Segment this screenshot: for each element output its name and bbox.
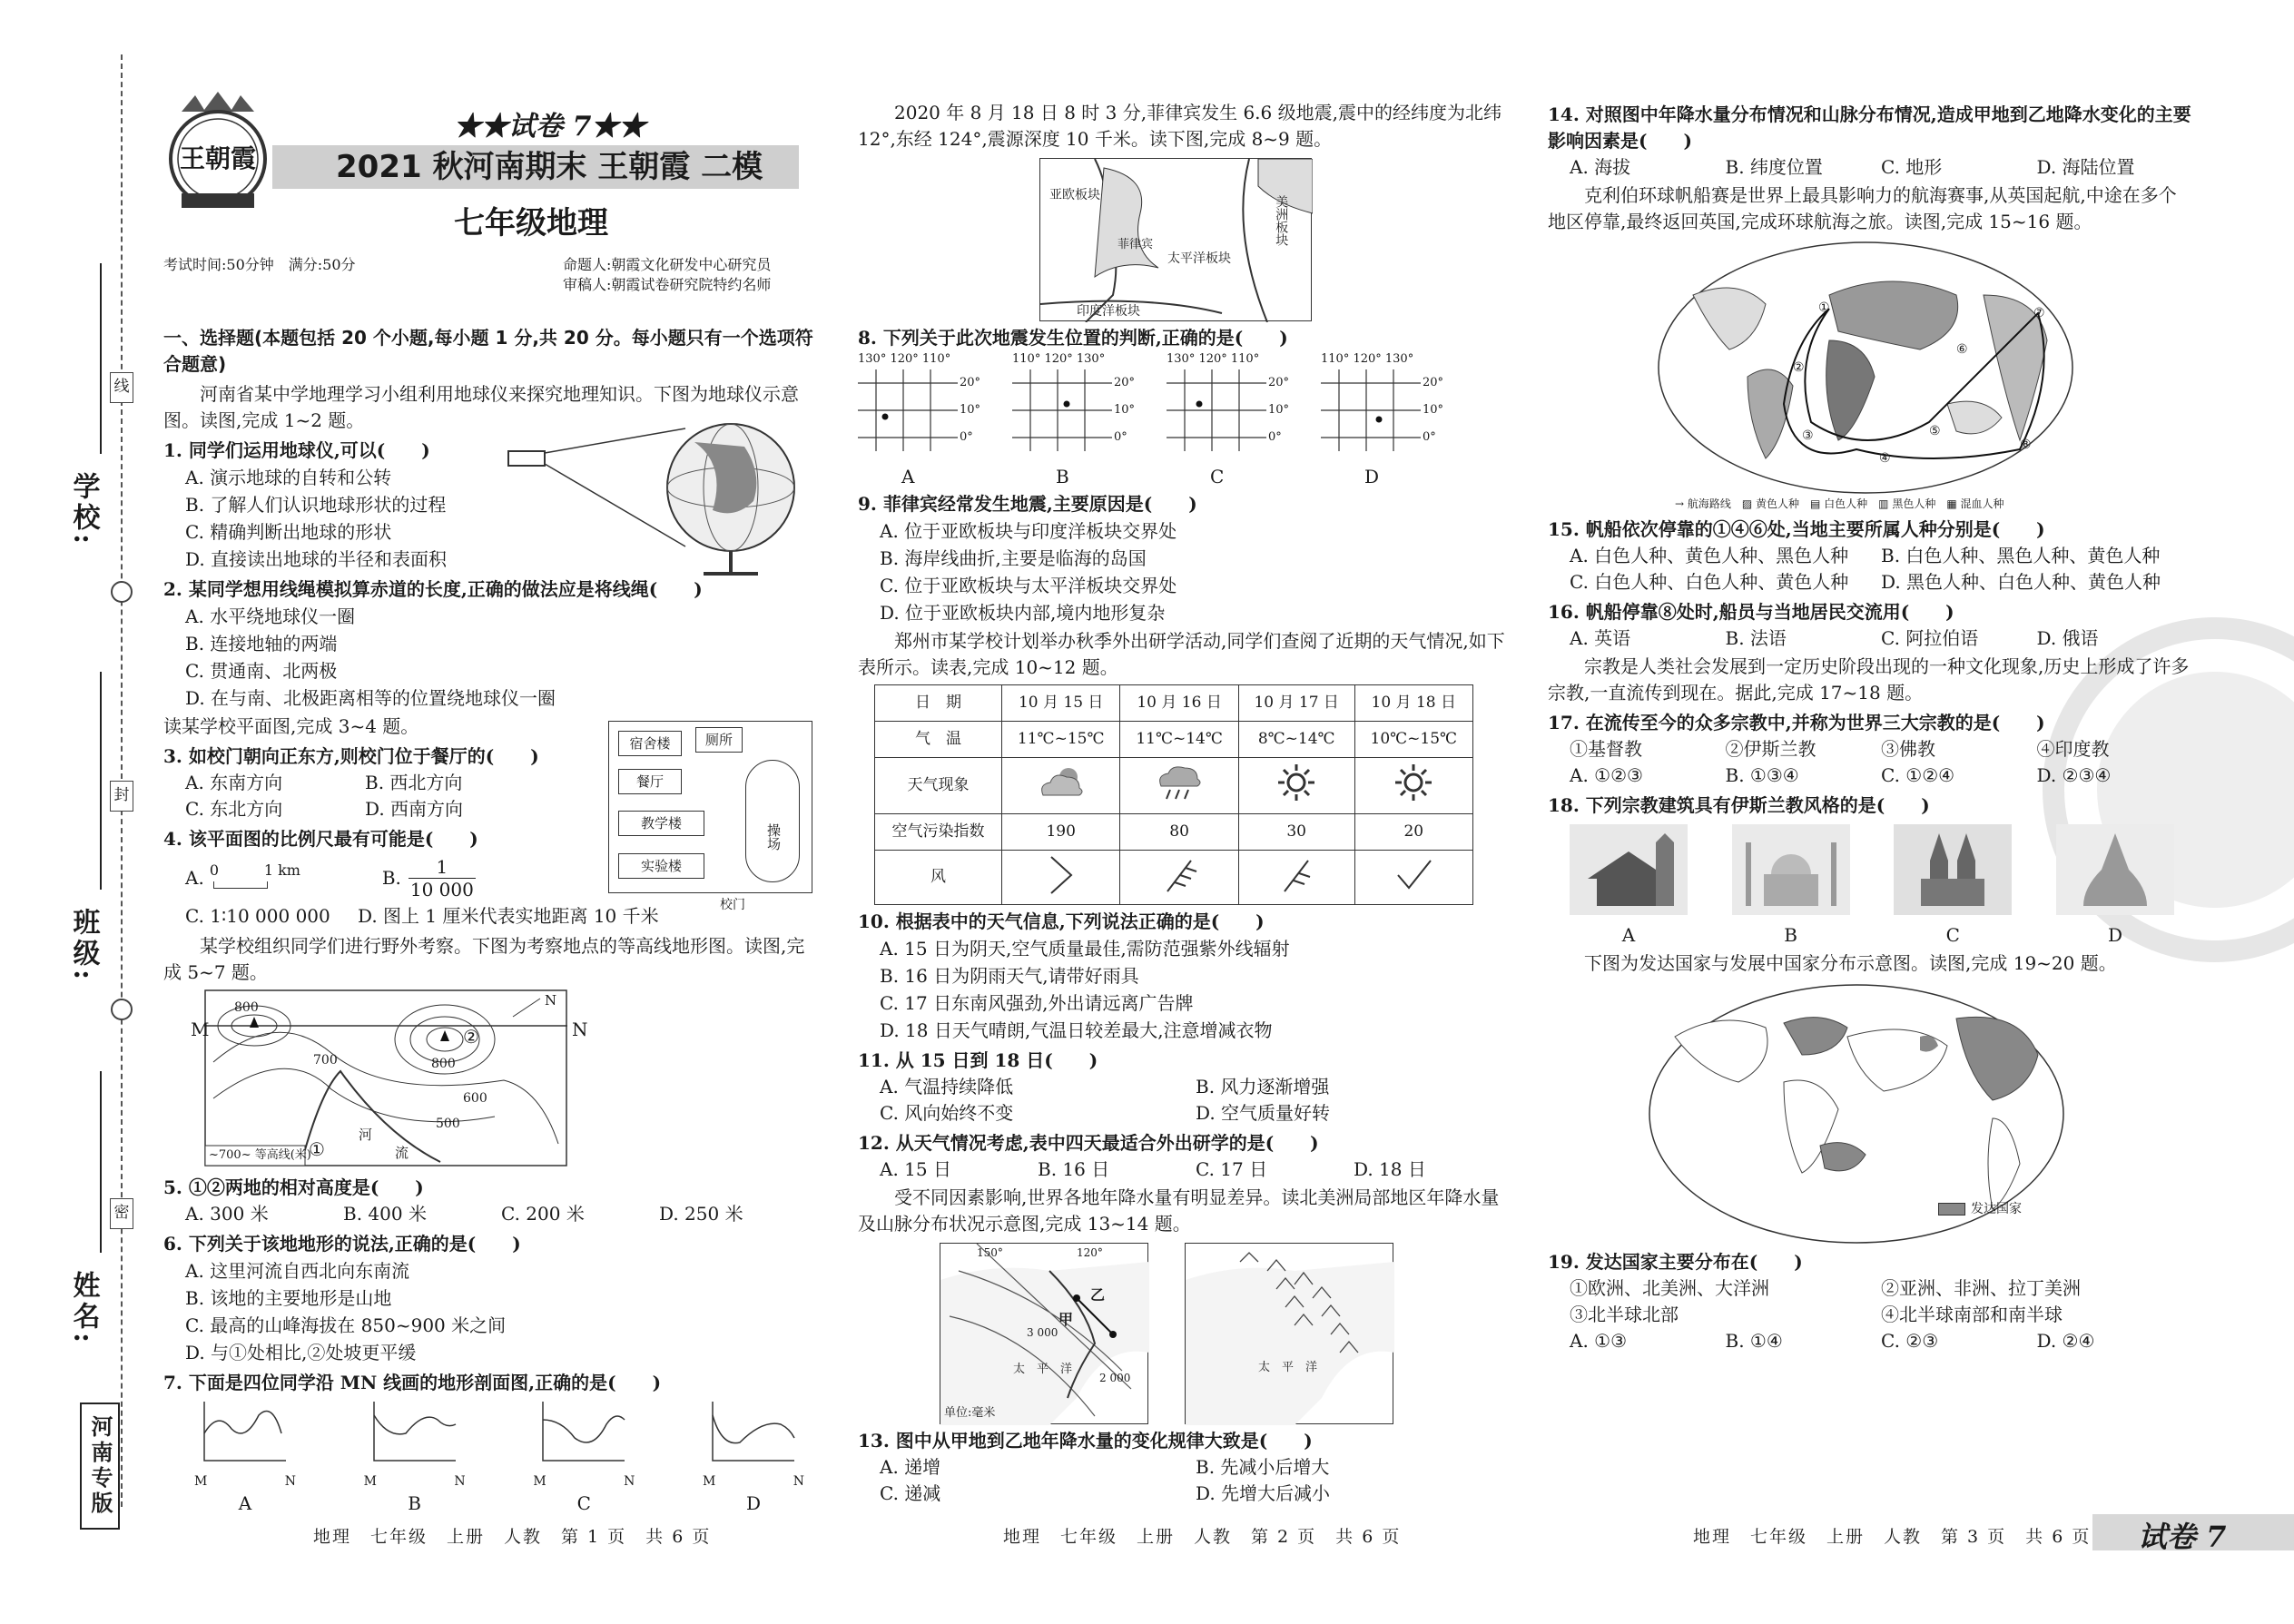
plate-map — [1039, 158, 1312, 321]
cloudy-icon — [1034, 764, 1088, 801]
question-10: 10. 根据表中的天气信息,下列说法正确的是( ) — [858, 910, 1265, 932]
na-pacific: 太 平 洋 — [1013, 1363, 1073, 1376]
page-footer-2: 地理 七年级 上册 人教 第 2 页 共 6 页 — [1003, 1527, 1402, 1547]
q2-option-d: D. 在与南、北极距离相等的位置绕地球仪一圈 — [185, 687, 556, 709]
question-12: 12. 从天气情况考虑,表中四天最适合外出研学的是( ) — [858, 1132, 1319, 1154]
q4-scale-zero: 0 — [209, 861, 219, 879]
grid-d — [1321, 351, 1457, 487]
na-3000: 3 000 — [1027, 1326, 1058, 1339]
q17-item-2: ②伊斯兰教 — [1725, 738, 1816, 760]
cell-aqi-3: 30 — [1238, 814, 1354, 851]
dev-legend-swatch — [1938, 1203, 1965, 1216]
q17-option-b: B. ①③④ — [1725, 764, 1799, 786]
q10-option-b: B. 16 日为阴雨天气,请带好雨具 — [880, 965, 1139, 987]
q14-option-c: C. 地形 — [1881, 156, 1943, 178]
cell-aqi-header: 空气污染指数 — [875, 814, 1002, 851]
question-13: 13. 图中从甲地到乙地年降水量的变化规律大致是( ) — [858, 1430, 1313, 1452]
globe-figure — [490, 410, 817, 583]
intro-q15-16: 克利伯环球帆船赛是世界上最具影响力的航海赛事,从英国起航,中途在多个地区停靠,最终返回英国,完成环球航海之旅。读图,完成 15~16 题。 — [1548, 184, 2177, 232]
q17-item-4: ④印度教 — [2036, 738, 2110, 760]
dev-legend — [1938, 1200, 2022, 1218]
cell-temp-3: 8℃~14℃ — [1238, 722, 1354, 758]
q14-option-a: A. 海拔 — [1570, 156, 1631, 178]
sailing-route-map — [1657, 241, 2074, 513]
intro-q17-18: 宗教是人类社会发展到一定历史阶段出现的一种文化现象,历史上形成了许多宗教,一直流传到现在。据此,完成 17~18 题。 — [1548, 655, 2190, 704]
binding-hole-2 — [111, 999, 133, 1020]
cell-temp-2: 11℃~14℃ — [1120, 722, 1238, 758]
column-3 — [1548, 98, 2192, 1354]
intro-q13-14: 受不同因素影响,世界各地年降水量有明显差异。读北美洲局部地区年降水量及山脉分布状况示意图,完成 13~14 题。 — [858, 1186, 1500, 1235]
contour-river-1: 河 — [359, 1127, 373, 1143]
intro-q1-2: 河南省某中学地理学习小组利用地球仪来探究地理知识。下图为地球仪示意图。读图,完成 1~2 题。 — [163, 383, 799, 431]
q3-option-c: C. 东北方向 — [185, 798, 283, 820]
question-15: 15. 帆船依次停靠的①④⑥处,当地主要所属人种分别是( ) — [1548, 518, 2045, 540]
q9-option-c: C. 位于亚欧板块与太平洋板块交界处 — [880, 575, 1177, 596]
q19-item-1: ①欧洲、北美洲、大洋洲 — [1570, 1277, 1769, 1299]
grid-a-top: 130° 120° 110° — [858, 352, 951, 366]
subject-title: 七年级地理 — [454, 205, 608, 241]
wind-barb-icon — [1391, 853, 1436, 895]
name-field-line — [100, 1071, 102, 1253]
profile-d-label: D — [745, 1492, 761, 1515]
school-label: 学校: — [67, 472, 100, 548]
question-19: 19. 发达国家主要分布在( ) — [1548, 1251, 1803, 1273]
grid-b-20: 20° — [1114, 376, 1136, 389]
profile-a — [191, 1402, 300, 1517]
paper-badge: 试卷 7 — [2138, 1520, 2227, 1554]
question-9: 9. 菲律宾经常发生地震,主要原因是( ) — [858, 493, 1197, 515]
profile-d — [699, 1402, 808, 1517]
profile-d-n: N — [793, 1474, 804, 1489]
rain-icon — [1152, 763, 1206, 802]
wind-barb-icon — [1039, 853, 1084, 895]
building-a-label: A — [1621, 924, 1636, 946]
wind-barb-icon — [1157, 853, 1202, 895]
q5-option-d: D. 250 米 — [659, 1203, 743, 1225]
map-lab-building: 实验楼 — [618, 853, 704, 879]
route-point-2: ② — [1793, 360, 1805, 375]
q12-option-c: C. 17 日 — [1196, 1158, 1268, 1180]
route-point-1: ① — [1818, 300, 1830, 315]
school-plan-map — [608, 721, 812, 912]
cell-wind-4 — [1354, 851, 1472, 905]
na-120: 120° — [1077, 1246, 1103, 1259]
q14-option-d: D. 海陆位置 — [2036, 156, 2135, 178]
q9-option-d: D. 位于亚欧板块内部,境内地形复杂 — [880, 602, 1166, 624]
plate-indian: 印度洋板块 — [1077, 304, 1140, 319]
route-point-8: ⑧ — [2020, 438, 2032, 452]
question-11: 11. 从 15 日到 18 日( ) — [858, 1049, 1098, 1071]
q10-option-d: D. 18 日天气晴朗,气温日较差最大,注意增减衣物 — [880, 1019, 1273, 1041]
q6-option-d: D. 与①处相比,②处坡更平缓 — [185, 1342, 417, 1363]
q4-scale-km: 1 km — [263, 861, 300, 879]
q5-option-c: C. 200 米 — [501, 1203, 585, 1225]
map-gate: 校门 — [720, 898, 745, 912]
author-line-2: 审稿人:朝霞试卷研究院特约名师 — [563, 276, 772, 293]
stupa-photo — [2056, 824, 2174, 915]
map-dorm: 宿舍楼 — [618, 731, 682, 756]
building-b-label: B — [1784, 924, 1797, 946]
na-2000: 2 000 — [1099, 1372, 1131, 1384]
q4-scale-line — [213, 881, 268, 889]
plate-america: 美洲板块 — [1274, 195, 1289, 246]
q19-item-3: ③北半球北部 — [1570, 1304, 1679, 1325]
q19-item-2: ②亚洲、非洲、拉丁美洲 — [1881, 1277, 2081, 1299]
q11-option-a: A. 气温持续降低 — [880, 1076, 1014, 1097]
q19-item-4: ④北半球南部和南半球 — [1881, 1304, 2063, 1325]
contour-north: N — [545, 992, 557, 1009]
grid-c-20: 20° — [1268, 376, 1290, 389]
q17-option-c: C. ①②④ — [1881, 764, 1955, 786]
q3-option-d: D. 西南方向 — [365, 798, 464, 820]
contour-label-m: M — [191, 1019, 210, 1040]
brand-seal-logo — [154, 86, 281, 213]
grid-c-10: 10° — [1268, 403, 1290, 417]
q13-option-d: D. 先增大后减小 — [1196, 1482, 1331, 1504]
route-point-6: ⑥ — [1956, 342, 1968, 357]
map-toilet: 厕所 — [695, 727, 743, 753]
cell-weather-header: 天气现象 — [875, 758, 1002, 814]
question-3: 3. 如校门朝向正东方,则校门位于餐厅的( ) — [163, 745, 539, 767]
route-point-4: ④ — [1879, 451, 1891, 466]
grid-a-label: A — [901, 466, 915, 487]
intro-q5-7: 某学校组织同学们进行野外考察。下图为考察地点的等高线地形图。读图,完成 5~7 题。 — [163, 935, 805, 983]
building-c — [1894, 824, 2012, 949]
grid-a-0: 0° — [960, 430, 973, 444]
grid-d-20: 20° — [1423, 376, 1444, 389]
cell-temp-header: 气 温 — [875, 722, 1002, 758]
cell-weather-1 — [1002, 758, 1120, 814]
q15-option-a: A. 白色人种、黄色人种、黑色人种 — [1570, 545, 1849, 566]
profile-b — [360, 1402, 469, 1517]
q17-option-a: A. ①②③ — [1570, 764, 1643, 786]
grid-b-10: 10° — [1114, 403, 1136, 417]
henan-edition-badge: 河南专版 — [80, 1403, 120, 1530]
cell-date-4: 10 月 18 日 — [1354, 685, 1472, 722]
q13-option-a: A. 递增 — [880, 1456, 941, 1478]
route-point-3: ③ — [1802, 428, 1814, 443]
name-label: 姓名: — [67, 1271, 100, 1347]
dev-legend-label: 发达国家 — [1971, 1202, 2022, 1216]
q8-grid-options — [858, 351, 1511, 487]
question-4: 4. 该平面图的比例尺最有可能是( ) — [163, 828, 478, 850]
map-canteen: 餐厅 — [618, 769, 682, 794]
q1-option-c: C. 精确判断出地球的形状 — [185, 521, 392, 543]
contour-label-n: N — [572, 1019, 588, 1040]
contour-point-2: ② — [463, 1026, 479, 1048]
profile-a-n: N — [284, 1474, 296, 1489]
grid-a — [858, 351, 994, 487]
binding-hole-1 — [111, 581, 133, 603]
q17-option-d: D. ②③④ — [2036, 764, 2112, 786]
cathedral-photo — [1894, 824, 2012, 915]
q11-option-d: D. 空气质量好转 — [1196, 1102, 1331, 1124]
cell-weather-2 — [1120, 758, 1238, 814]
profile-b-m: M — [363, 1474, 377, 1489]
q19-option-a: A. ①③ — [1570, 1330, 1628, 1352]
question-18: 18. 下列宗教建筑具有伊斯兰教风格的是( ) — [1548, 794, 1930, 816]
profile-d-m: M — [702, 1474, 716, 1489]
q19-option-c: C. ②③ — [1881, 1330, 1939, 1352]
contour-map — [163, 989, 817, 1171]
column-1 — [163, 320, 817, 1517]
na-unit: 单位:毫米 — [944, 1406, 996, 1420]
na-pacific-2: 太 平 洋 — [1258, 1361, 1318, 1374]
mosque-photo — [1732, 824, 1850, 915]
cell-wind-2 — [1120, 851, 1238, 905]
route-point-5: ⑤ — [1929, 424, 1941, 438]
cell-wind-header: 风 — [875, 851, 1002, 905]
page-footer-3: 地理 七年级 上册 人教 第 3 页 共 6 页 — [1693, 1527, 2092, 1547]
building-d — [2056, 824, 2174, 949]
q17-item-1: ①基督教 — [1570, 738, 1642, 760]
question-2: 2. 某同学想用线绳模拟算赤道的长度,正确的做法应是将线绳( ) — [163, 578, 703, 600]
cell-aqi-1: 190 — [1002, 814, 1120, 851]
cell-weather-3 — [1238, 758, 1354, 814]
q16-option-b: B. 法语 — [1725, 627, 1787, 649]
q2-option-a: A. 水平绕地球仪一圈 — [185, 605, 356, 627]
page-footer-1: 地理 七年级 上册 人教 第 1 页 共 6 页 — [313, 1527, 712, 1547]
brand-seal-text: 王朝霞 — [179, 143, 256, 173]
q3-option-b: B. 西北方向 — [365, 772, 463, 793]
building-d-label: D — [2107, 924, 2122, 946]
contour-point-1: ① — [309, 1138, 325, 1160]
q3-option-a: A. 东南方向 — [185, 772, 283, 793]
grid-c-top: 130° 120° 110° — [1167, 352, 1260, 366]
cell-weather-4 — [1354, 758, 1472, 814]
profile-options — [163, 1396, 817, 1517]
grid-b — [1012, 351, 1148, 487]
q15-option-c: C. 白色人种、白色人种、黄色人种 — [1570, 571, 1849, 593]
sunny-icon — [1276, 763, 1316, 802]
profile-c-n: N — [624, 1474, 635, 1489]
contour-800-right: 800 — [431, 1057, 456, 1071]
exam-title: 2021 秋河南期末 王朝霞 二模 — [336, 149, 763, 185]
author-line-1: 命题人:朝霞文化研发中心研究员 — [563, 256, 772, 273]
grid-c-label: C — [1210, 466, 1225, 487]
q11-option-c: C. 风向始终不变 — [880, 1102, 1014, 1124]
contour-700: 700 — [313, 1053, 338, 1068]
development-map — [1648, 982, 2065, 1245]
q1-option-d: D. 直接读出地球的半径和表面积 — [185, 548, 448, 570]
cell-wind-3 — [1238, 851, 1354, 905]
sunny-icon — [1393, 763, 1433, 802]
intro-q10-12: 郑州市某学校计划举办秋季外出研学活动,同学们查阅了近期的天气情况,如下表所示。读表,完成 10~12 题。 — [858, 630, 1505, 678]
na-150: 150° — [977, 1246, 1003, 1259]
q4-option-a-label: A. — [185, 866, 204, 889]
q4-option-b-label: B. — [381, 866, 401, 889]
q4-fraction-den: 10 000 — [409, 878, 474, 901]
margin-box-seal: 封 — [110, 781, 133, 812]
q16-option-c: C. 阿拉伯语 — [1881, 627, 1979, 649]
class-field-line — [100, 672, 102, 890]
profile-b-n: N — [454, 1474, 466, 1489]
cell-aqi-4: 20 — [1354, 814, 1472, 851]
contour-800-left: 800 — [234, 1000, 259, 1015]
q11-option-b: B. 风力逐渐增强 — [1196, 1076, 1330, 1097]
q1-option-a: A. 演示地球的自转和公转 — [185, 467, 392, 488]
q12-option-d: D. 18 日 — [1354, 1158, 1426, 1180]
q16-option-d: D. 俄语 — [2036, 627, 2099, 649]
q17-item-3: ③佛教 — [1881, 738, 1935, 760]
building-b — [1732, 824, 1850, 949]
intro-q19-20: 下图为发达国家与发展中国家分布示意图。读图,完成 19~20 题。 — [1584, 952, 2117, 974]
q2-option-c: C. 贯通南、北两极 — [185, 660, 338, 682]
question-6: 6. 下列关于该地地形的说法,正确的是( ) — [163, 1233, 521, 1255]
q19-option-d: D. ②④ — [2036, 1330, 2095, 1352]
grid-d-10: 10° — [1423, 403, 1444, 417]
q6-option-c: C. 最高的山峰海拔在 850~900 米之间 — [185, 1314, 507, 1336]
building-a — [1570, 824, 1688, 949]
contour-river-2: 流 — [395, 1145, 409, 1161]
grid-b-label: B — [1056, 466, 1069, 487]
route-point-7: ⑦ — [2033, 306, 2045, 320]
profile-a-label: A — [238, 1492, 252, 1515]
exam-info: 考试时间:50分钟 满分:50分 — [163, 256, 356, 273]
cell-wind-1 — [1002, 851, 1120, 905]
plate-philippines: 菲律宾 — [1117, 238, 1154, 251]
q13-option-c: C. 递减 — [880, 1482, 941, 1504]
table-row-temp — [875, 722, 1473, 758]
q12-option-b: B. 16 日 — [1038, 1158, 1110, 1180]
table-row-date — [875, 685, 1473, 722]
grid-a-20: 20° — [960, 376, 981, 389]
precipitation-map — [940, 1243, 1148, 1424]
profile-c-label: C — [576, 1492, 591, 1515]
q19-option-b: B. ①④ — [1725, 1330, 1783, 1352]
q4-scale-bar — [210, 860, 328, 896]
contour-legend: ~700~ 等高线(米) — [209, 1148, 311, 1162]
profile-c-m: M — [533, 1474, 546, 1489]
mountain-map — [1185, 1243, 1393, 1424]
school-field-line — [100, 263, 102, 454]
column-2 — [858, 98, 1511, 1507]
q4-option-d: D. 图上 1 厘米代表实地距离 10 千米 — [358, 905, 659, 927]
section-heading: 一、选择题(本题包括 20 个小题,每小题 1 分,共 20 分。每小题只有一个选项符合题意) — [163, 327, 813, 375]
map-playground: 操场 — [745, 760, 800, 882]
grid-b-top: 110° 120° 130° — [1012, 352, 1106, 366]
q2-option-b: B. 连接地轴的两端 — [185, 633, 338, 655]
table-row-wind — [875, 851, 1473, 905]
profile-a-m: M — [194, 1474, 208, 1489]
profile-c — [529, 1402, 638, 1517]
q15-option-d: D. 黑色人种、白色人种、黄色人种 — [1881, 571, 2161, 593]
weather-table — [874, 684, 1473, 905]
cell-date-3: 10 月 17 日 — [1238, 685, 1354, 722]
grid-d-label: D — [1364, 466, 1380, 487]
question-14: 14. 对照图中年降水量分布情况和山脉分布情况,造成甲地到乙地降水变化的主要影响因素是( ) — [1548, 103, 2191, 152]
grid-b-0: 0° — [1114, 430, 1127, 444]
q13-option-b: B. 先减小后增大 — [1196, 1456, 1330, 1478]
series-label: ★★试卷 7★★ — [454, 111, 646, 143]
q15-option-b: B. 白色人种、黑色人种、黄色人种 — [1881, 545, 2161, 566]
question-16: 16. 帆船停靠⑧处时,船员与当地居民交流用( ) — [1548, 601, 1954, 623]
grid-d-0: 0° — [1423, 430, 1436, 444]
intro-q3-4: 读某学校平面图,完成 3~4 题。 — [163, 715, 419, 737]
q1-option-b: B. 了解人们认识地球形状的过程 — [185, 494, 447, 516]
cell-temp-4: 10℃~15℃ — [1354, 722, 1472, 758]
grid-a-10: 10° — [960, 403, 981, 417]
na-jia: 甲 — [1058, 1311, 1074, 1328]
q12-option-a: A. 15 日 — [880, 1158, 951, 1180]
question-7: 7. 下面是四位同学沿 MN 线画的地形剖面图,正确的是( ) — [163, 1372, 662, 1393]
q16-option-a: A. 英语 — [1570, 627, 1631, 649]
question-8: 8. 下列关于此次地震发生位置的判断,正确的是( ) — [858, 327, 1288, 349]
q6-option-a: A. 这里河流自西北向东南流 — [185, 1260, 410, 1282]
contour-600: 600 — [463, 1091, 487, 1106]
grid-c — [1167, 351, 1303, 487]
class-label: 班级: — [67, 908, 100, 984]
cell-date-1: 10 月 15 日 — [1002, 685, 1120, 722]
plate-pacific: 太平洋板块 — [1167, 251, 1231, 266]
profile-b-label: B — [408, 1492, 421, 1515]
q10-option-c: C. 17 日东南风强劲,外出请远离广告牌 — [880, 992, 1194, 1014]
cell-date-2: 10 月 16 日 — [1120, 685, 1238, 722]
grid-c-0: 0° — [1268, 430, 1282, 444]
cell-aqi-2: 80 — [1120, 814, 1238, 851]
question-17: 17. 在流传至今的众多宗教中,并称为世界三大宗教的是( ) — [1548, 712, 2045, 733]
building-c-label: C — [1945, 924, 1960, 946]
margin-box-line: 线 — [110, 372, 133, 403]
q14-option-b: B. 纬度位置 — [1725, 156, 1823, 178]
q6-option-b: B. 该地的主要地形是山地 — [185, 1287, 392, 1309]
q4-option-c: C. 1∶10 000 000 — [185, 905, 330, 927]
margin-box-secret: 密 — [110, 1198, 133, 1229]
table-row-aqi — [875, 814, 1473, 851]
q10-option-a: A. 15 日为阴天,空气质量最佳,需防范强紫外线辐射 — [880, 938, 1290, 960]
q5-option-a: A. 300 米 — [185, 1203, 269, 1225]
pagoda-photo — [1570, 824, 1688, 915]
intro-q8-9: 2020 年 8 月 18 日 8 时 3 分,菲律宾发生 6.6 级地震,震中的经纬度为北纬 12°,东经 124°,震源深度 10 千米。读下图,完成 8~9 题。 — [858, 102, 1501, 150]
question-1: 1. 同学们运用地球仪,可以( ) — [163, 439, 430, 461]
table-row-weather — [875, 758, 1473, 814]
na-yi: 乙 — [1090, 1286, 1106, 1304]
question-5: 5. ①②两地的相对高度是( ) — [163, 1176, 424, 1198]
cell-date-header: 日 期 — [875, 685, 1002, 722]
q9-option-a: A. 位于亚欧板块与印度洋板块交界处 — [880, 520, 1177, 542]
building-photos — [1548, 819, 2192, 949]
q4-fraction-num: 1 — [436, 855, 448, 878]
wind-barb-icon — [1274, 853, 1319, 895]
grid-d-top: 110° 120° 130° — [1321, 352, 1414, 366]
plate-eurasia: 亚欧板块 — [1049, 188, 1100, 202]
north-america-maps — [940, 1243, 1511, 1424]
contour-500: 500 — [436, 1117, 460, 1131]
q5-option-b: B. 400 米 — [343, 1203, 427, 1225]
q9-option-b: B. 海岸线曲折,主要是临海的岛国 — [880, 547, 1147, 569]
cell-temp-1: 11℃~15℃ — [1002, 722, 1120, 758]
map-teaching-building: 教学楼 — [618, 811, 704, 836]
route-legend: → 航海路线 ▨ 黄色人种 ▤ 白色人种 ▥ 黑色人种 ▦ 混血人种 — [1675, 497, 2004, 510]
